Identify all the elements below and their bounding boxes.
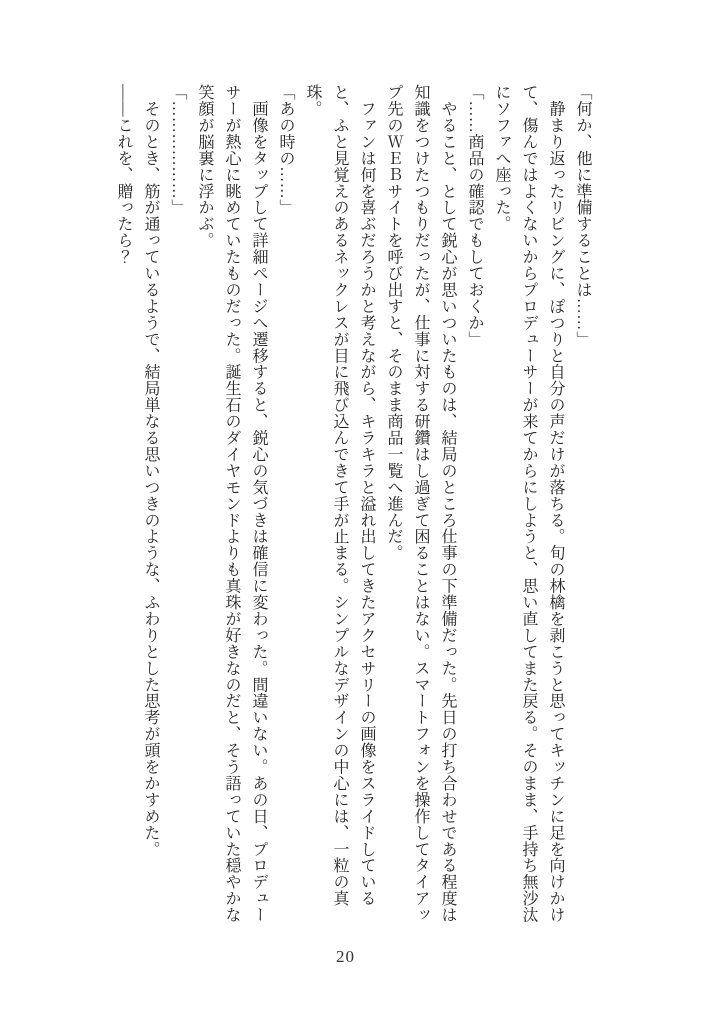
paragraph: ファンは何を喜ぶだろうかと考えながら、キラキラと溢れ出してきたアクセサリーの画像をスライドしていると、ふと見覚えのあるネックレスが目に飛び込んできて手が止まる。シンプルなデザインの中心には、一粒の真珠。	[304, 84, 375, 907]
vertical-text-block	[110, 84, 596, 932]
paragraph: そのとき、筋が通っているようで、結局単なる思いつきのような、ふわりとした思考が頭をかすめた。	[142, 84, 159, 858]
paragraph: やること、として鋭心が思いついたものは、結局のところ仕事の下準備だった。先日の打ち合わせである程度は知識をつけたつもりだったが、仕事に対する研鑽はし過ぎて困ることはない。スマートフォンを操作してタイアップ先のＷＥＢサイトを呼び出すと、そのまま商品一覧へ進んだ。	[385, 84, 456, 923]
dialogue-line: 「何か、他に準備することは……」	[574, 84, 591, 348]
dialogue-line: 「………………」	[169, 84, 186, 216]
paragraph: 画像をタップして詳細ページへ遷移すると、鋭心の気づきは確信に変わった。間違いない。あの日、プロデューサーが熱心に眺めていたものだった。誕生石のダイヤモンドよりも真珠が好きなのだと、そう語っていた穏やかな笑顔が脳裏に浮かぶ。	[196, 84, 267, 923]
page-number: 20	[336, 947, 355, 966]
dialogue-line: 「あの時の……」	[277, 84, 294, 216]
paragraph: 静まり返ったリビングに、ぽつりと自分の声だけが落ちる。旬の林檎を剥こうと思ってキッチンに足を向けかけて、傷んではよくないからプロデューサーが来てからにしようと、思い直してまた戻る。そのまま、手持ち無沙汰にソファへ座った。	[493, 84, 564, 923]
dialogue-line: 「……商品の確認でもしておくか」	[466, 84, 483, 348]
paragraph: ――これを、贈ったら？	[115, 84, 132, 265]
